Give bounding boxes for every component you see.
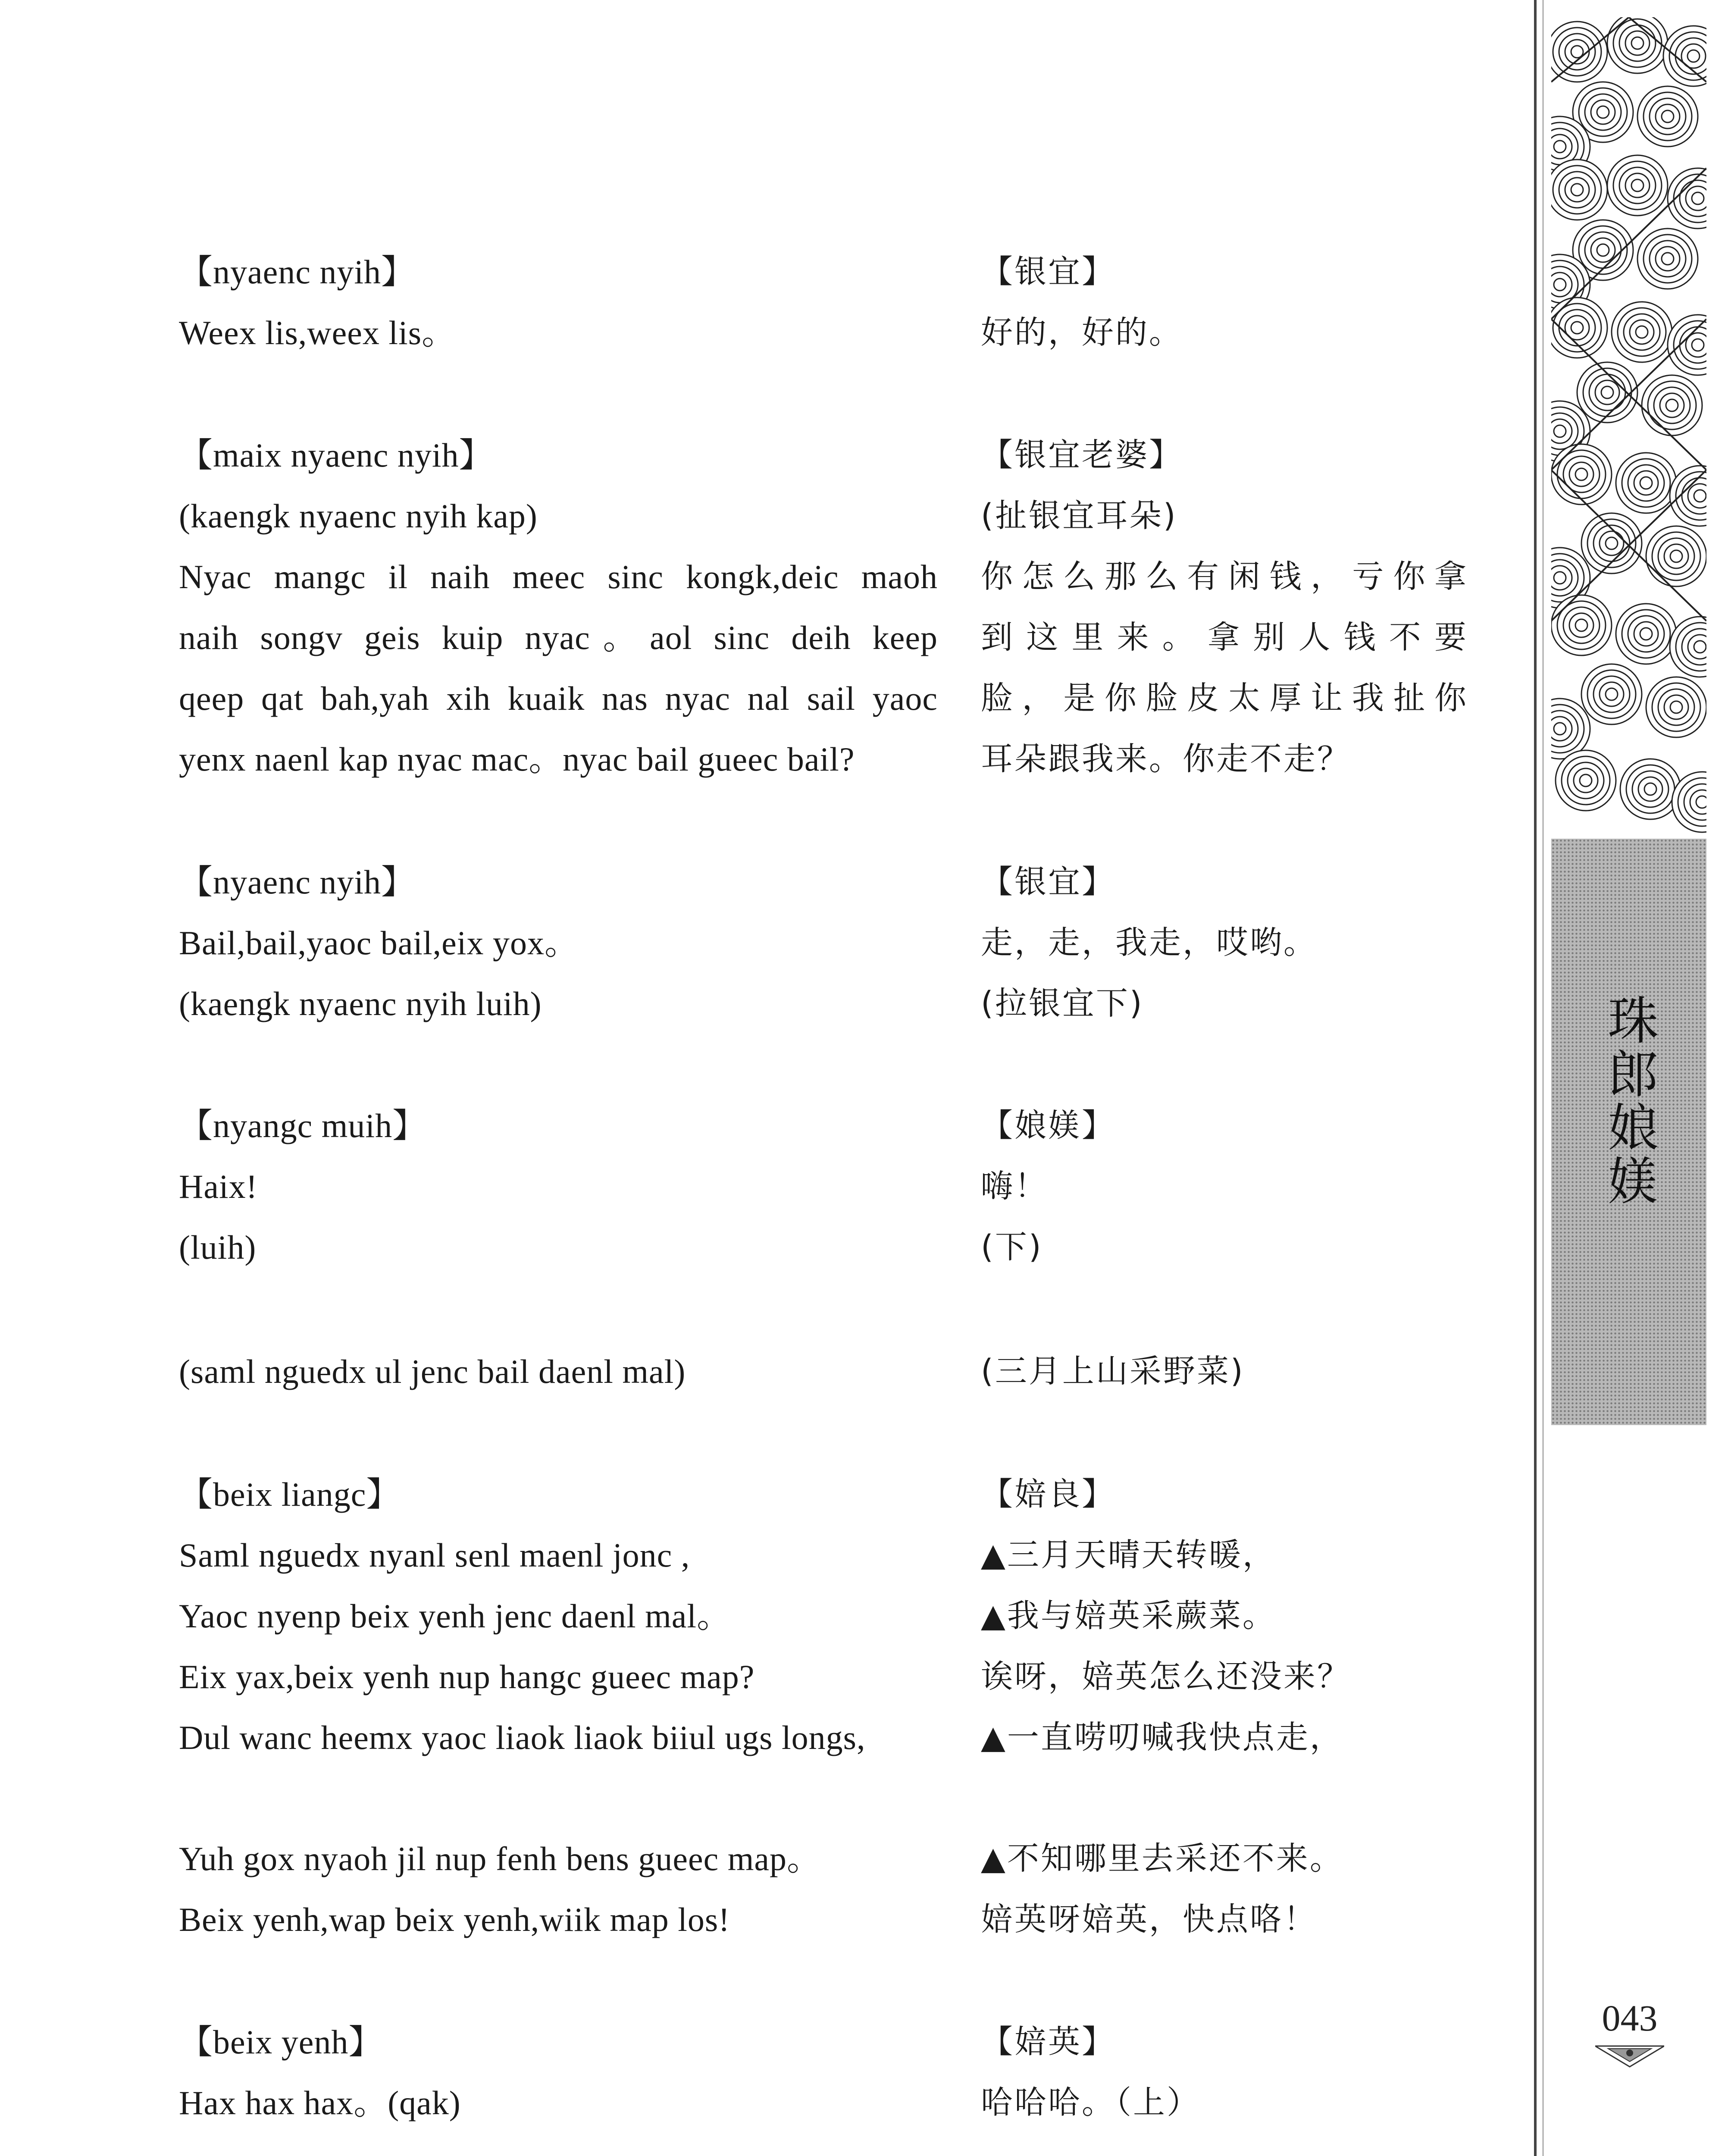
dialogue-line: 嗨！ xyxy=(981,1168,1048,1205)
stage-direction: (下) xyxy=(981,1228,1043,1266)
speaker-label: 【婄英】 xyxy=(981,2023,1115,2060)
speaker-label: 【beix liangc】 xyxy=(179,1476,401,1513)
stage-direction: (kaengk nyaenc nyih luih) xyxy=(179,985,542,1022)
song-line: Yaoc nyenp beix yenh jenc daenl mal。 xyxy=(179,1597,731,1635)
scene-heading: (saml nguedx ul jenc bail daenl mal) xyxy=(179,1353,686,1390)
song-line: ▲我与婄英采蕨菜。 xyxy=(981,1597,1276,1634)
dialogue-line: 婄英呀婄英，快点咯！ xyxy=(981,1901,1317,1938)
speaker-label: 【银宜】 xyxy=(981,863,1115,900)
dialogue-line: Weex lis,weex lis。 xyxy=(179,314,456,351)
dong-column xyxy=(179,1828,938,1950)
song-line: ▲一直唠叨喊我快点走， xyxy=(981,1719,1343,1756)
stage-direction: (kaengk nyaenc nyih kap) xyxy=(179,497,538,535)
chinese-column xyxy=(981,241,1468,363)
dialogue-line: 脸，是你脸皮太厚让我扯你 xyxy=(981,680,1468,717)
dialogue-line: Eix yax,beix yenh nup hangc gueec map? xyxy=(179,1658,755,1695)
dialogue-line: Hax hax hax。(qak) xyxy=(179,2084,461,2122)
song-line: Yuh gox nyaoh jil nup fenh bens gueec map。 xyxy=(179,1840,821,1877)
dialogue-line: 耳朵跟我来。你走不走？ xyxy=(981,740,1351,777)
speaker-label: 【银宜】 xyxy=(981,253,1115,290)
dong-column xyxy=(179,425,938,790)
dialogue-line: Haix! xyxy=(179,1168,258,1205)
song-line: ▲不知哪里去采还不来。 xyxy=(981,1840,1343,1877)
page-number: 043 xyxy=(1602,1997,1658,2039)
title-band xyxy=(1551,839,1706,1425)
chinese-column xyxy=(981,1828,1468,1950)
dialogue-line: 你怎么那么有闲钱，亏你拿 xyxy=(981,558,1468,595)
dialogue-line: Beix yenh,wap beix yenh,wiik map los! xyxy=(179,1901,730,1938)
dialogue-line: naih songv geis kuip nyac。aol sinc deih keep xyxy=(179,619,938,656)
speaker-label: 【婄良】 xyxy=(981,1476,1115,1513)
chinese-column xyxy=(981,852,1468,1034)
speaker-label: 【beix yenh】 xyxy=(179,2023,383,2061)
chinese-column xyxy=(981,2012,1468,2133)
dialogue-line: 到这里来。拿别人钱不要 xyxy=(981,619,1468,656)
song-line: Dul wanc heemx yaoc liaok liaok biiul ugs longs, xyxy=(179,1719,866,1756)
speaker-label: 【娘媄】 xyxy=(981,1107,1115,1144)
stage-direction: (luih) xyxy=(179,1228,257,1266)
speaker-label: 【nyaenc nyih】 xyxy=(179,863,416,901)
stage-direction: (扯银宜耳朵) xyxy=(981,497,1177,534)
dialogue-line: Nyac mangc il naih meec sinc kongk,deic maoh xyxy=(179,558,938,595)
dialogue-line: 诶呀，婄英怎么还没来？ xyxy=(981,1658,1351,1695)
book-title: 珠郎娘媄 xyxy=(1599,994,1659,1208)
song-line: ▲三月天晴天转暖， xyxy=(981,1536,1276,1573)
dialogue-line: 好的，好的。 xyxy=(981,314,1183,351)
dong-column xyxy=(179,852,938,1034)
dong-column xyxy=(179,241,938,363)
chinese-column xyxy=(981,425,1468,790)
stage-direction: (拉银宜下) xyxy=(981,985,1144,1022)
speaker-label: 【nyangc muih】 xyxy=(179,1107,427,1144)
dong-column xyxy=(179,2012,938,2133)
chinese-column xyxy=(981,1464,1468,1768)
chinese-column xyxy=(981,1341,1468,1402)
song-line: Saml nguedx nyanl senl maenl jonc , xyxy=(179,1536,690,1574)
dong-column xyxy=(179,1464,938,1768)
speaker-label: 【maix nyaenc nyih】 xyxy=(179,436,493,474)
dialogue-line: Bail,bail,yaoc bail,eix yox。 xyxy=(179,924,579,962)
dialogue-line: yenx naenl kap nyac mac。nyac bail gueec bail? xyxy=(179,740,855,778)
cloud-pattern-ornament xyxy=(1551,17,1706,837)
speaker-label: 【nyaenc nyih】 xyxy=(179,253,416,291)
speaker-label: 【银宜老婆】 xyxy=(981,436,1183,473)
page-number-ornament-icon xyxy=(1595,2042,1664,2068)
dialogue-line: 走，走，我走，哎哟。 xyxy=(981,924,1317,961)
chinese-column xyxy=(981,1095,1468,1278)
margin-rule xyxy=(1534,0,1537,2156)
dong-column xyxy=(179,1341,938,1402)
dialogue-line: qeep qat bah,yah xih kuaik nas nyac nal sail yaoc xyxy=(179,680,938,717)
dialogue-line: 哈哈哈。（上） xyxy=(981,2084,1200,2121)
scene-heading: (三月上山采野菜) xyxy=(981,1353,1245,1390)
dong-column xyxy=(179,1095,938,1278)
